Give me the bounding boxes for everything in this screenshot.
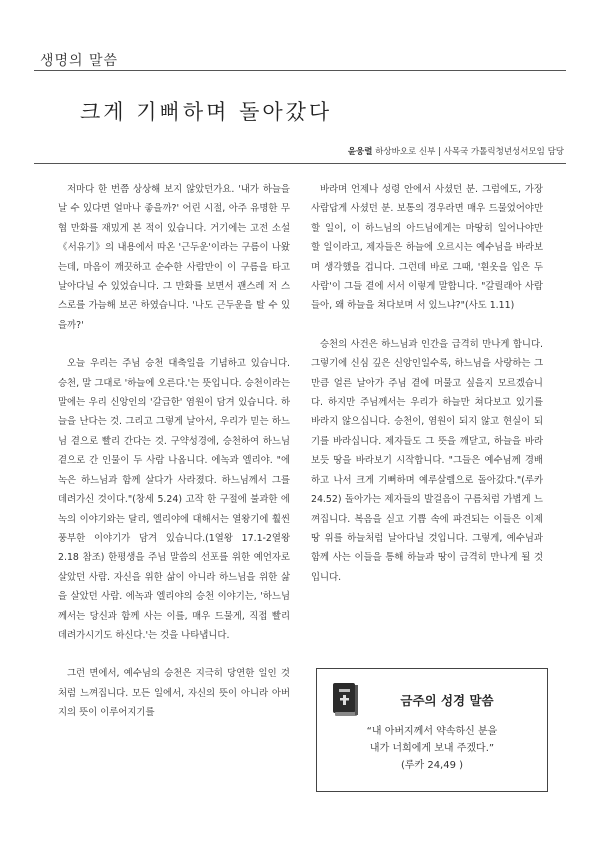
title-divider — [34, 163, 566, 164]
verse-line: “내 아버지께서 약속하신 분을 — [366, 726, 498, 737]
author-affiliation: 하상바오로 신부 | 사목국 가톨릭청년성서모임 담당 — [375, 147, 564, 157]
paragraph: 바라며 언제나 성령 안에서 사셨던 분. 그럼에도, 가장 사람답게 사셨던 분. 보통의 경우라면 매우 드물었어야만 할 일이, 이 하느님의 아드님에게는 마땅히 일어나야만 할 일이라고, 제자들은 하늘에 오르시는 예수님을 바라보며 생각했을 겁니다. 그런데 바로 그때, '흰옷을 입은 두 사람'이 그들 곁에 서서 이렇게 말합니다. "갈릴래아 사람들아, 왜 하늘을 쳐다보며 서 있느냐?"(사도 1.11) — [311, 184, 543, 312]
byline — [348, 145, 564, 157]
paragraph: 저마다 한 번쯤 상상해 보지 않았던가요. '내가 하늘을 날 수 있다면 얼마나 좋을까?' 어린 시절, 아주 유명한 무협 만화를 재밌게 본 적이 있습니다. 거기에는 고전 소설 《서유기》의 내용에서 따온 '근두운'이라는 구름이 나왔는데, 마음이 깨끗하고 순수한 사람만이 이 구름을 타고 날아다닐 수 있었습니다. 그 만화를 보면서 괜스레 저 스스로를 가늠해 보곤 하였습니다. '나도 근두운을 탈 수 있을까?' — [58, 184, 290, 331]
paragraph: 승천의 사건은 하느님과 인간을 급격히 만나게 합니다. 그렇기에 신심 깊은 신앙인일수록, 하느님을 사랑하는 그만큼 얼른 날아가 주님 곁에 머물고 싶을지 모르겠습니다. 하지만 주님께서는 우리가 하늘만 쳐다보고 있기를 바라지 않으십니다. 승천이, 염원이 되지 않고 현실이 되기를 바라십니다. 제자들도 그 뜻을 깨닫고, 하늘을 바라보듯 땅을 바라보기 시작합니다. "그들은 예수님께 경배하고 나서 크게 기뻐하며 예루살렘으로 돌아갔다."(루카 24.52) 돌아가는 제자들의 발걸음이 구름처럼 가볍게 느껴집니다. 복음을 싣고 기쁨 속에 파견되는 이들은 이제 땅 위를 하늘처럼 날아다닐 것입니다. 그렇게, 예수님과 함께 사는 이들을 통해 하늘과 땅이 급격히 만나게 될 것입니다. — [311, 338, 543, 583]
left-column — [58, 180, 290, 723]
paragraph: 오늘 우리는 주님 승천 대축일을 기념하고 있습니다. 승천, 말 그대로 '하늘에 오른다.'는 뜻입니다. 승천이라는 말에는 우리 신앙인의 '갈급한' 염원이 담겨 있습니다. 하늘을 난다는 것. 그리고 그렇게 날아서, 우리가 믿는 하느님 곁으로 빨리 간다는 것. 구약성경에, 승천하여 하느님 곁으로 간 인물이 두 사람 나옵니다. 에녹과 엘리야. "에녹은 하느님과 함께 살다가 사라졌다. 하느님께서 그를 데려가신 것이다."(창세 5.24) 고작 한 구절에 불과한 에녹의 이야기와는 달리, 엘리야에 대해서는 열왕기에 훨씬 풍부한 이야기가 담겨 있습니다.(1열왕 17.1-2열왕 2.18 참조) 한평생을 주님 말씀의 선포를 위한 예언자로 살았던 사람. 자신을 위한 삶이 아니라 하느님을 위한 삶을 살았던 사람. 에녹과 엘리야의 승천 이야기는, '하느님께서는 당신과 함께 사는 이를, 매우 드물게, 직접 빨리 데려가시기도 하신다.'는 것을 나타냅니다. — [58, 358, 290, 641]
verse-text — [317, 723, 547, 774]
verse-line: 내가 너희에게 보내 주겠다.” — [369, 743, 495, 754]
verse-reference: (루카 24,49 ) — [400, 760, 464, 771]
right-column — [311, 180, 543, 587]
header-divider — [34, 70, 566, 71]
paragraph: 그런 면에서, 예수님의 승천은 지극히 당연한 일인 것처럼 느껴집니다. 모든 일에서, 자신의 뜻이 아니라 아버지의 뜻이 이루어지기를 — [58, 668, 290, 719]
section-label: 생명의 말씀 — [40, 53, 119, 69]
article-title: 크게 기뻐하며 돌아갔다 — [80, 100, 333, 124]
author-name: 윤웅렬 — [347, 147, 373, 157]
verse-box-title: 금주의 성경 말씀 — [400, 693, 494, 708]
weekly-verse-box — [316, 668, 548, 792]
